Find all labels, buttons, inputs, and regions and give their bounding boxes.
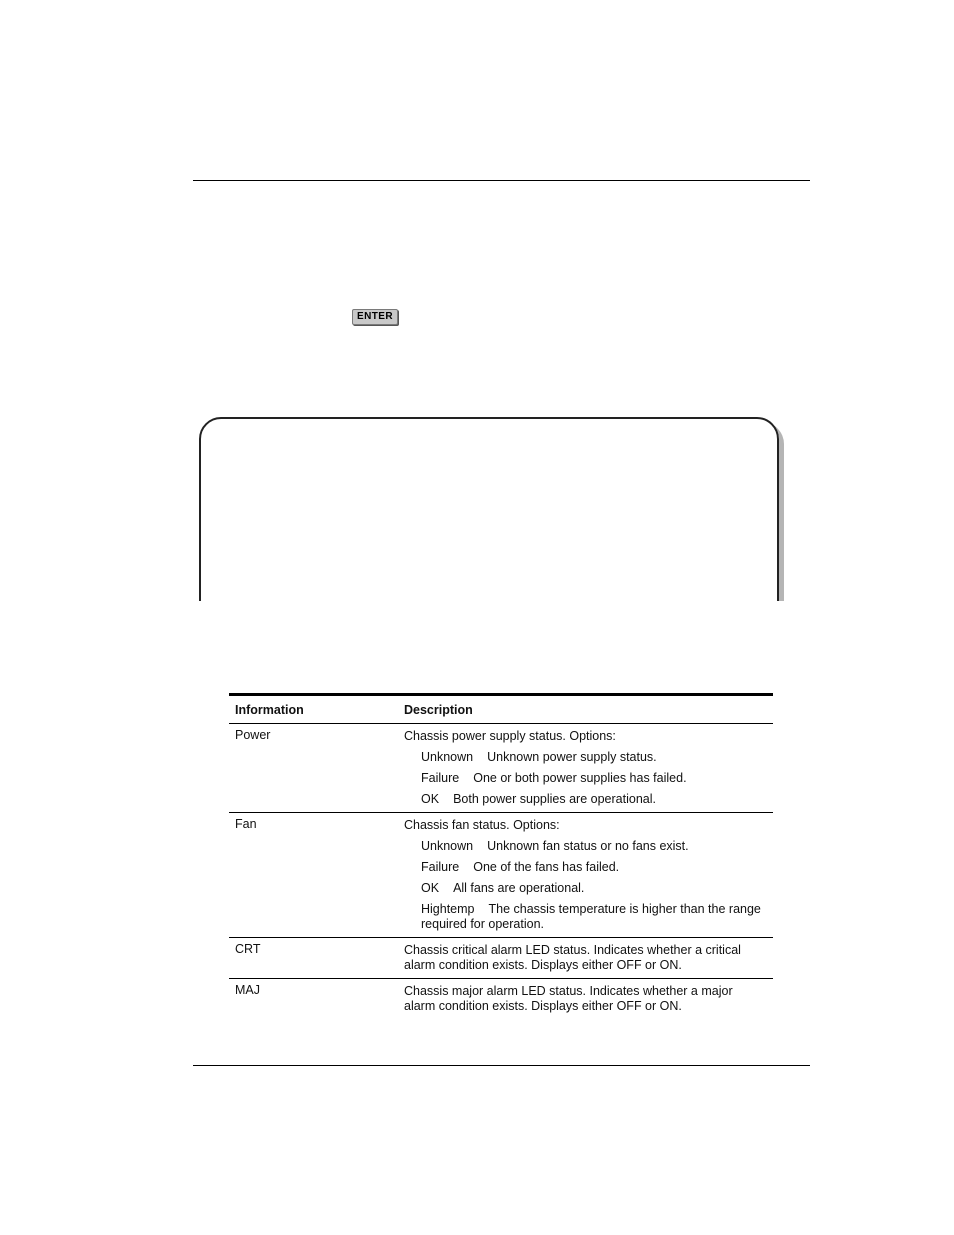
option-text: One of the fans has failed. (473, 860, 620, 874)
description-cell (398, 813, 773, 938)
option-text: All fans are operational. (453, 881, 585, 895)
option-key: Unknown (421, 750, 474, 764)
table-row (229, 813, 773, 938)
header-rule (193, 180, 810, 181)
option-key: OK (421, 792, 440, 806)
option-key: Unknown (421, 839, 474, 853)
option-key: Failure (421, 771, 460, 785)
column-header-description: Description (404, 703, 473, 717)
option-item (404, 792, 767, 807)
table-header-row (229, 695, 773, 724)
option-item (404, 750, 767, 765)
option-item (404, 839, 767, 854)
description-lead: Chassis fan status. Options: (404, 818, 560, 832)
info-cell: Power (235, 728, 271, 742)
enter-key-icon: ENTER (352, 309, 398, 325)
option-item (404, 902, 767, 932)
description-cell (398, 979, 773, 1020)
option-key: Failure (421, 860, 460, 874)
option-key: OK (421, 881, 440, 895)
option-text: The chassis temperature is higher than the range (488, 902, 761, 916)
info-cell: MAJ (235, 983, 260, 997)
option-item (404, 881, 767, 896)
table-row (229, 938, 773, 979)
screen-display-frame (199, 417, 779, 621)
option-text: Unknown fan status or no fans exist. (487, 839, 689, 853)
option-text-continued: required for operation. (421, 917, 544, 931)
option-text: Both power supplies are operational. (453, 792, 656, 806)
column-header-information: Information (235, 703, 304, 717)
table-row (229, 979, 773, 1020)
description-cell (398, 724, 773, 813)
description-lead: Chassis critical alarm LED status. Indicates whether a critical alarm condition exists. Displays either OFF or ON. (404, 943, 741, 972)
table-row (229, 724, 773, 813)
option-text: One or both power supplies has failed. (473, 771, 687, 785)
option-item (404, 771, 767, 786)
footer-rule (193, 1065, 810, 1066)
description-lead: Chassis major alarm LED status. Indicates whether a major alarm condition exists. Displays either OFF or ON. (404, 984, 733, 1013)
information-table (229, 693, 773, 1019)
info-cell: CRT (235, 942, 261, 956)
option-text: Unknown power supply status. (487, 750, 657, 764)
info-cell: Fan (235, 817, 257, 831)
description-lead: Chassis power supply status. Options: (404, 729, 616, 743)
option-key: Hightemp (421, 902, 475, 916)
option-item (404, 860, 767, 875)
description-cell (398, 938, 773, 979)
